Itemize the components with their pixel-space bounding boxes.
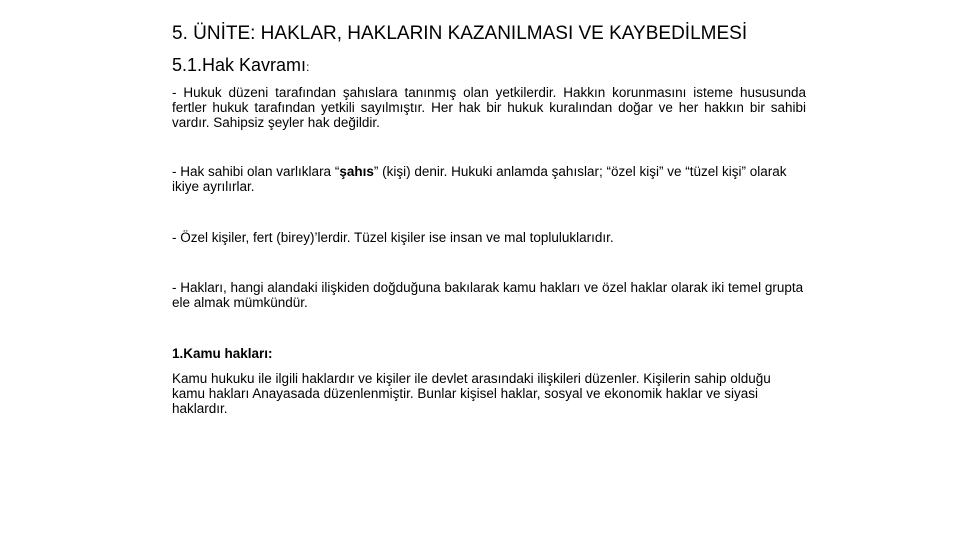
public-rights-heading: 1.Kamu hakları: [172, 346, 273, 361]
paragraph-persons-text-b: ” (kişi) denir. Hukuki anlamda şahıslar; “özel kişi” ve “tüzel kişi” olarak ikiye ayrılırlar. [172, 164, 787, 194]
paragraph-definition: - Hukuk düzeni tarafından şahıslara tanınmış olan yetkilerdir. Hakkın korunmasını isteme hususunda fertler hukuk tarafından yetkili sayılmıştır. Her hak bir hukuk kuralından doğar ve her hakkın bir sahibi vardır. Sahipsiz şeyler hak değildir. [172, 85, 806, 130]
section-heading [172, 53, 892, 79]
paragraph-person-types: - Özel kişiler, fert (birey)’lerdir. Tüzel kişiler ise insan ve mal topluluklarıdır. [172, 230, 614, 245]
paragraph-persons [172, 164, 806, 194]
paragraph-persons-bold-term: şahıs [339, 164, 374, 179]
paragraph-public-rights: Kamu hukuku ile ilgili haklardır ve kişiler ile devlet arasındaki ilişkileri düzenler. Kişilerin sahip olduğu kamu hakları Anayasada düzenlenmiştir. Bunlar kişisel haklar, sosyal ve ekonomik haklar ve siyasi haklardır. [172, 371, 771, 416]
paragraph-rights-groups: - Hakları, hangi alandaki ilişkiden doğduğuna bakılarak kamu hakları ve özel haklar olarak iki temel grupta ele almak mümkündür. [172, 280, 804, 310]
section-heading-text: 5.1.Hak Kavramı [172, 55, 307, 75]
section-heading-colon: : [306, 60, 310, 74]
paragraph-persons-text-a: - Hak sahibi olan varlıklara “ [172, 164, 340, 179]
slide-title: 5. ÜNİTE: HAKLAR, HAKLARIN KAZANILMASI VE KAYBEDİLMESİ [172, 23, 748, 44]
